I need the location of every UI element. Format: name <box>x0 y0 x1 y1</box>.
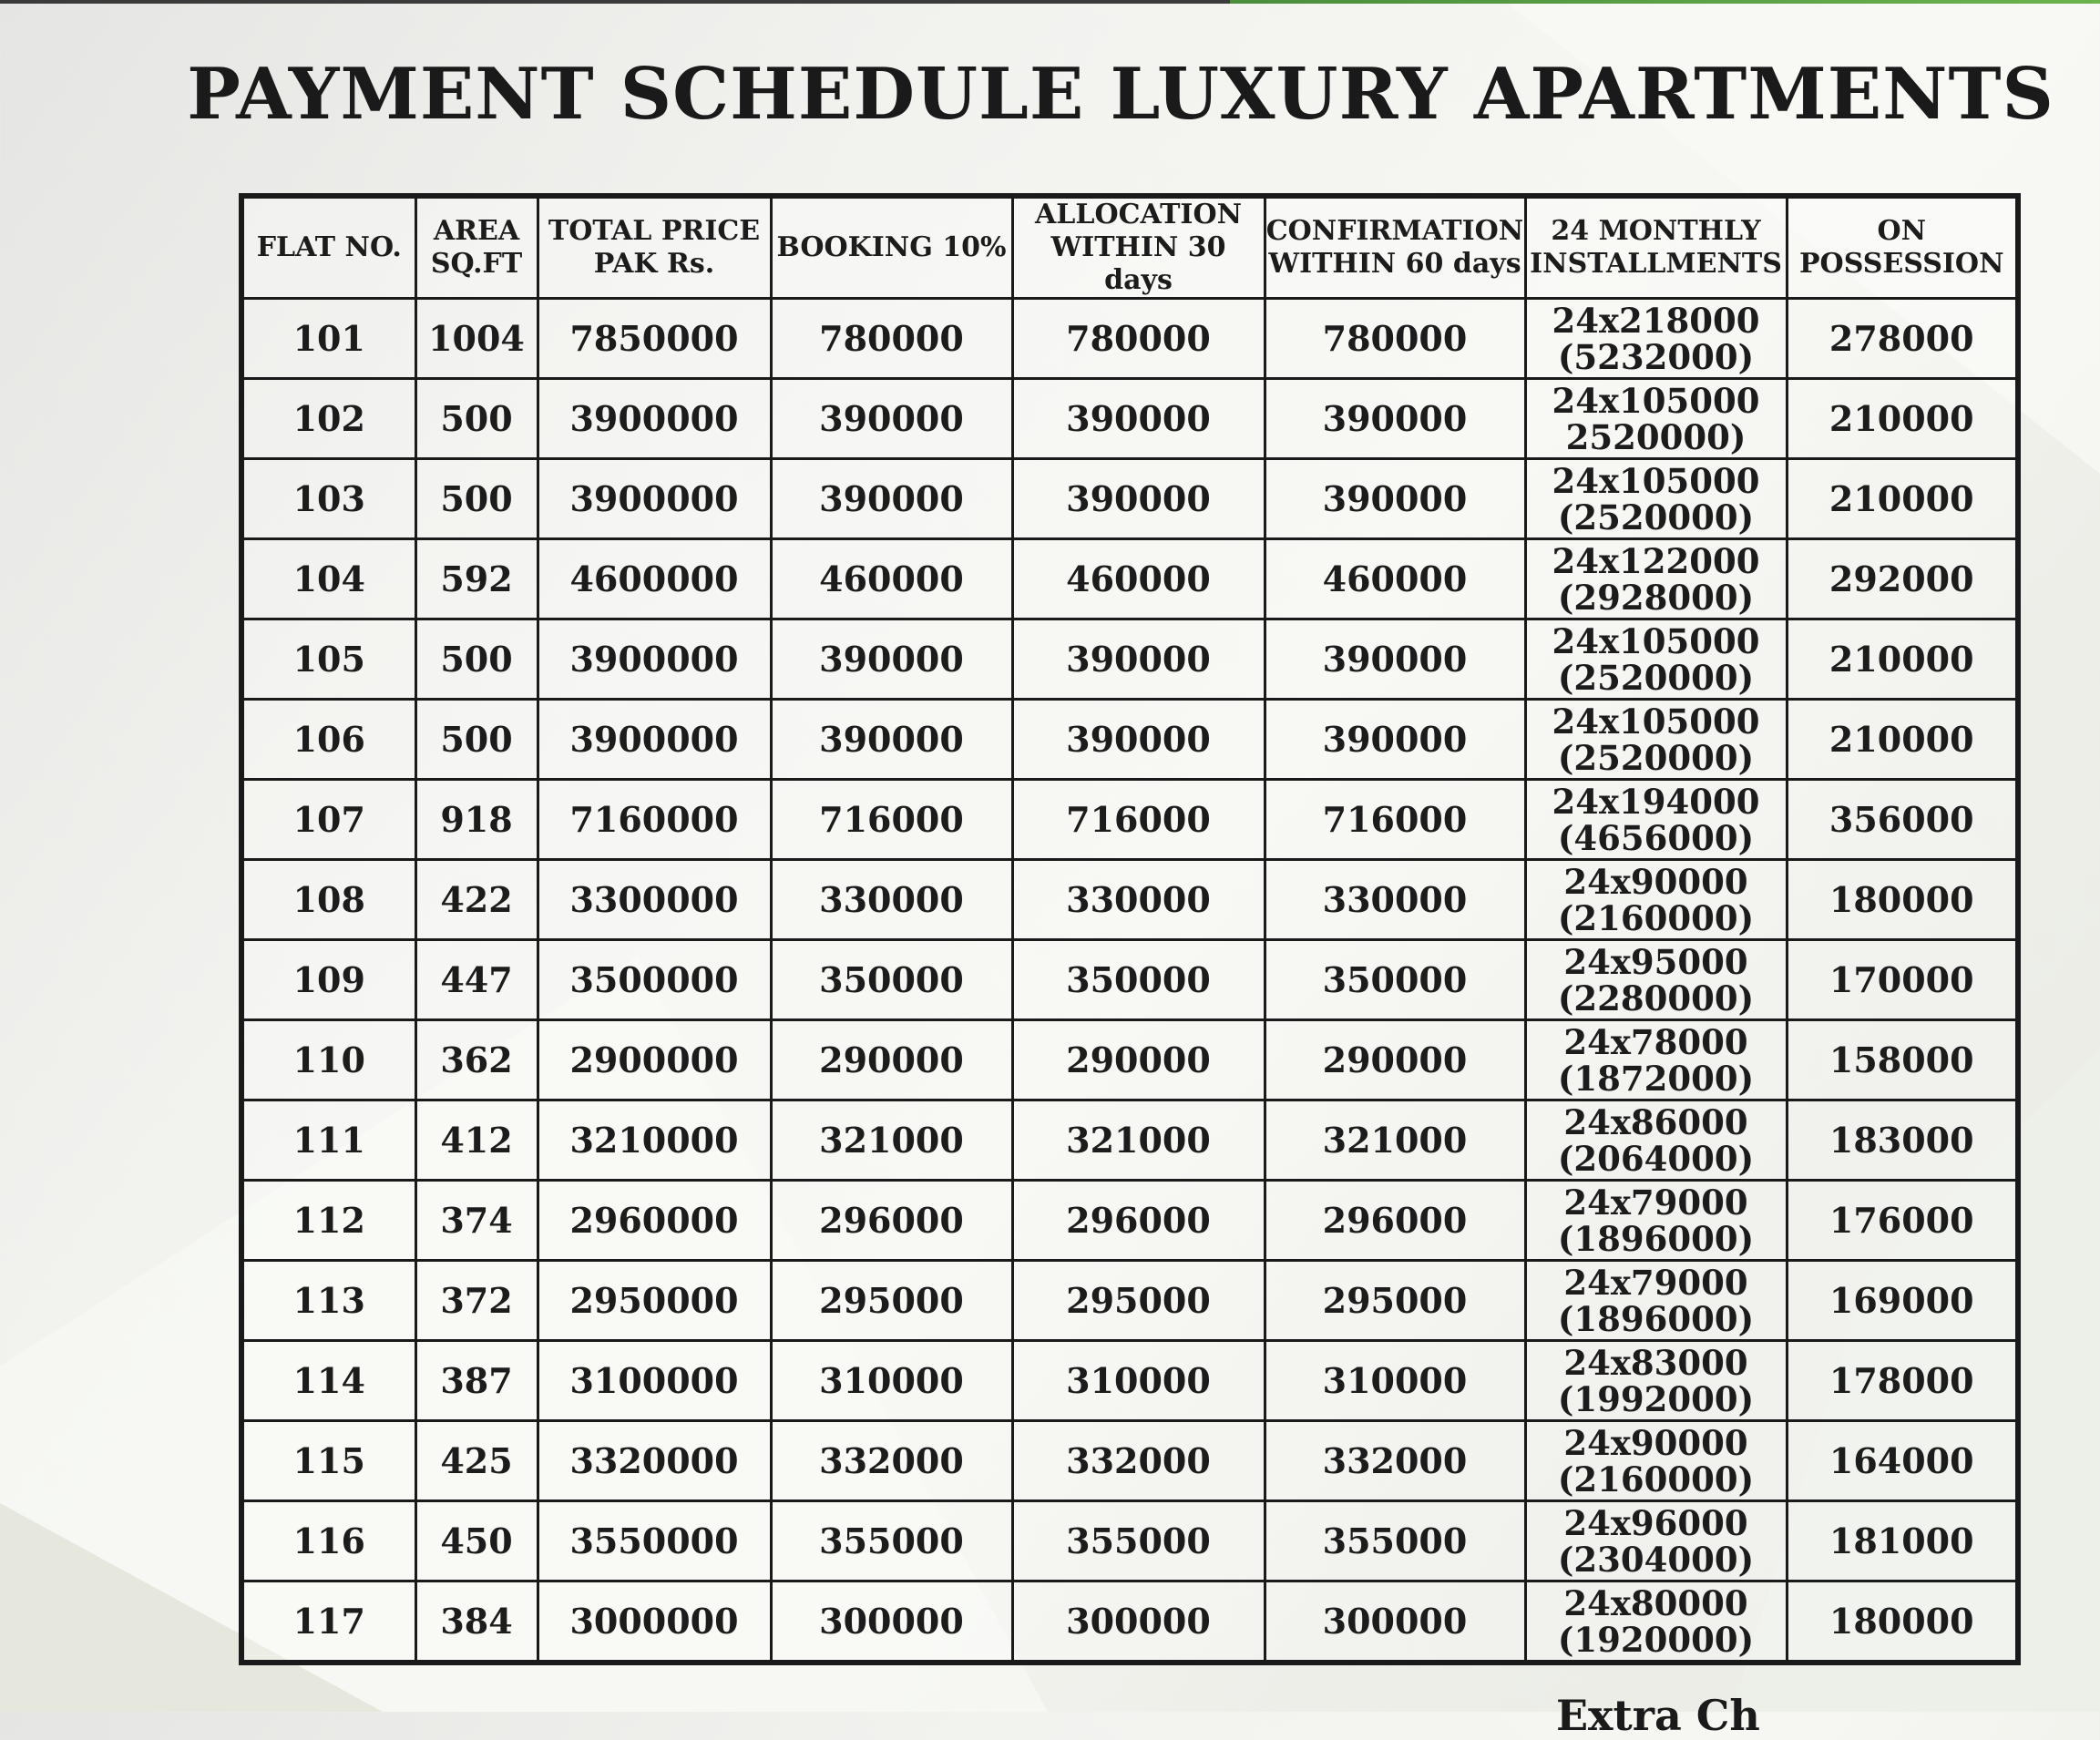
table-row <box>241 299 2018 379</box>
possession-cell: 210000 <box>1787 700 2018 780</box>
area-cell: 450 <box>415 1501 538 1581</box>
column-header-line: CONFIRMATION <box>1265 215 1524 247</box>
installment-plan: 24x80000 <box>1563 1582 1748 1623</box>
total-price-cell: 7850000 <box>538 299 771 379</box>
possession-cell: 356000 <box>1787 780 2018 860</box>
table-row <box>241 539 2018 619</box>
installment-plan: 24x122000 <box>1552 540 1760 581</box>
table-row <box>241 860 2018 940</box>
booking-cell: 290000 <box>771 1020 1012 1100</box>
confirmation-cell: 310000 <box>1265 1341 1525 1421</box>
installment-plan: 24x78000 <box>1563 1021 1748 1062</box>
installment-total: (2280000) <box>1557 977 1755 1018</box>
column-header-line: BOOKING 10% <box>776 231 1007 263</box>
installment-plan: 24x90000 <box>1563 861 1748 902</box>
confirmation-cell: 355000 <box>1265 1501 1525 1581</box>
allocation-cell: 296000 <box>1012 1181 1265 1261</box>
flat-no-cell: 102 <box>241 379 415 459</box>
installments-cell <box>1525 780 1787 860</box>
possession-cell: 169000 <box>1787 1261 2018 1341</box>
installment-total: (1992000) <box>1557 1378 1755 1419</box>
installment-plan: 24x86000 <box>1563 1101 1748 1142</box>
flat-no-cell: 104 <box>241 539 415 619</box>
installments-cell <box>1525 1020 1787 1100</box>
total-price-cell: 4600000 <box>538 539 771 619</box>
area-cell: 500 <box>415 379 538 459</box>
confirmation-cell: 390000 <box>1265 700 1525 780</box>
installments-cell <box>1525 940 1787 1020</box>
total-price-cell: 7160000 <box>538 780 771 860</box>
top-rule-accent <box>1230 0 2100 4</box>
total-price-cell: 3550000 <box>538 1501 771 1581</box>
installment-plan: 24x79000 <box>1563 1182 1748 1223</box>
area-cell: 1004 <box>415 299 538 379</box>
confirmation-cell: 296000 <box>1265 1181 1525 1261</box>
column-header <box>771 196 1012 299</box>
possession-cell: 210000 <box>1787 459 2018 539</box>
installment-total: (2064000) <box>1557 1138 1755 1179</box>
table-row <box>241 1501 2018 1581</box>
area-cell: 362 <box>415 1020 538 1100</box>
installment-total: (1896000) <box>1557 1218 1755 1259</box>
booking-cell: 355000 <box>771 1501 1012 1581</box>
area-cell: 447 <box>415 940 538 1020</box>
installment-total: (5232000) <box>1557 336 1755 377</box>
area-cell: 918 <box>415 780 538 860</box>
booking-cell: 330000 <box>771 860 1012 940</box>
installments-cell <box>1525 379 1787 459</box>
possession-cell: 292000 <box>1787 539 2018 619</box>
confirmation-cell: 321000 <box>1265 1100 1525 1181</box>
installment-total: (2928000) <box>1557 577 1755 618</box>
confirmation-cell: 295000 <box>1265 1261 1525 1341</box>
flat-no-cell: 112 <box>241 1181 415 1261</box>
table-row <box>241 940 2018 1020</box>
installments-cell <box>1525 700 1787 780</box>
allocation-cell: 390000 <box>1012 619 1265 700</box>
column-header-line: AREA <box>433 215 520 247</box>
installment-plan: 24x105000 <box>1552 620 1760 661</box>
confirmation-cell: 350000 <box>1265 940 1525 1020</box>
allocation-cell: 295000 <box>1012 1261 1265 1341</box>
total-price-cell: 3100000 <box>538 1341 771 1421</box>
area-cell: 500 <box>415 459 538 539</box>
total-price-cell: 3300000 <box>538 860 771 940</box>
confirmation-cell: 460000 <box>1265 539 1525 619</box>
confirmation-cell: 332000 <box>1265 1421 1525 1501</box>
installment-plan: 24x105000 <box>1552 701 1760 742</box>
booking-cell: 350000 <box>771 940 1012 1020</box>
page-title: PAYMENT SCHEDULE LUXURY APARTMENTS <box>187 53 2054 136</box>
table-row <box>241 1421 2018 1501</box>
allocation-cell: 390000 <box>1012 700 1265 780</box>
installments-cell <box>1525 1581 1787 1663</box>
flat-no-cell: 116 <box>241 1501 415 1581</box>
flat-no-cell: 114 <box>241 1341 415 1421</box>
column-header-line: ON <box>1877 215 1927 247</box>
installments-cell <box>1525 860 1787 940</box>
confirmation-cell: 390000 <box>1265 619 1525 700</box>
total-price-cell: 2900000 <box>538 1020 771 1100</box>
booking-cell: 332000 <box>771 1421 1012 1501</box>
allocation-cell: 390000 <box>1012 459 1265 539</box>
possession-cell: 210000 <box>1787 379 2018 459</box>
allocation-cell: 460000 <box>1012 539 1265 619</box>
installments-cell <box>1525 1100 1787 1181</box>
flat-no-cell: 110 <box>241 1020 415 1100</box>
allocation-cell: 355000 <box>1012 1501 1265 1581</box>
column-header <box>241 196 415 299</box>
table-row <box>241 1100 2018 1181</box>
possession-cell: 178000 <box>1787 1341 2018 1421</box>
installment-plan: 24x105000 <box>1552 380 1760 421</box>
possession-cell: 180000 <box>1787 860 2018 940</box>
column-header-line: SQ.FT <box>430 248 523 280</box>
installment-plan: 24x218000 <box>1552 300 1760 341</box>
flat-no-cell: 115 <box>241 1421 415 1501</box>
total-price-cell: 3000000 <box>538 1581 771 1663</box>
column-header <box>1012 196 1265 299</box>
booking-cell: 390000 <box>771 619 1012 700</box>
confirmation-cell: 390000 <box>1265 379 1525 459</box>
total-price-cell: 3900000 <box>538 619 771 700</box>
column-header <box>1525 196 1787 299</box>
footer-partial-text: Extra Ch <box>1556 1691 1760 1740</box>
confirmation-cell: 716000 <box>1265 780 1525 860</box>
column-header-line: TOTAL PRICE <box>548 215 761 247</box>
area-cell: 387 <box>415 1341 538 1421</box>
installment-plan: 24x105000 <box>1552 460 1760 501</box>
table-row <box>241 619 2018 700</box>
table-row <box>241 459 2018 539</box>
installments-cell <box>1525 1261 1787 1341</box>
table-header <box>241 196 2018 299</box>
installments-cell <box>1525 1501 1787 1581</box>
possession-cell: 170000 <box>1787 940 2018 1020</box>
flat-no-cell: 111 <box>241 1100 415 1181</box>
confirmation-cell: 300000 <box>1265 1581 1525 1663</box>
installments-cell <box>1525 459 1787 539</box>
flat-no-cell: 106 <box>241 700 415 780</box>
column-header-line: WITHIN 30 days <box>1050 231 1226 296</box>
possession-cell: 158000 <box>1787 1020 2018 1100</box>
installment-plan: 24x96000 <box>1563 1502 1748 1543</box>
area-cell: 374 <box>415 1181 538 1261</box>
booking-cell: 321000 <box>771 1100 1012 1181</box>
flat-no-cell: 117 <box>241 1581 415 1663</box>
installment-total: (2160000) <box>1557 1459 1755 1499</box>
installment-total: (4656000) <box>1557 817 1755 858</box>
flat-no-cell: 107 <box>241 780 415 860</box>
allocation-cell: 350000 <box>1012 940 1265 1020</box>
table-row <box>241 1581 2018 1663</box>
confirmation-cell: 780000 <box>1265 299 1525 379</box>
booking-cell: 296000 <box>771 1181 1012 1261</box>
installments-cell <box>1525 619 1787 700</box>
installment-total: (1896000) <box>1557 1298 1755 1339</box>
installment-plan: 24x83000 <box>1563 1342 1748 1383</box>
installments-cell <box>1525 1181 1787 1261</box>
area-cell: 384 <box>415 1581 538 1663</box>
confirmation-cell: 330000 <box>1265 860 1525 940</box>
total-price-cell: 3900000 <box>538 459 771 539</box>
possession-cell: 176000 <box>1787 1181 2018 1261</box>
flat-no-cell: 101 <box>241 299 415 379</box>
table-row <box>241 379 2018 459</box>
allocation-cell: 390000 <box>1012 379 1265 459</box>
installment-plan: 24x95000 <box>1563 941 1748 982</box>
column-header <box>415 196 538 299</box>
installment-plan: 24x79000 <box>1563 1262 1748 1303</box>
column-header-line: ALLOCATION <box>1034 199 1243 230</box>
installments-cell <box>1525 1421 1787 1501</box>
allocation-cell: 780000 <box>1012 299 1265 379</box>
installment-plan: 24x90000 <box>1563 1422 1748 1463</box>
flat-no-cell: 108 <box>241 860 415 940</box>
possession-cell: 180000 <box>1787 1581 2018 1663</box>
total-price-cell: 3500000 <box>538 940 771 1020</box>
column-header-line: PAK Rs. <box>593 248 715 280</box>
installment-total: (1872000) <box>1557 1058 1755 1099</box>
booking-cell: 310000 <box>771 1341 1012 1421</box>
total-price-cell: 3900000 <box>538 379 771 459</box>
table-row <box>241 1341 2018 1421</box>
allocation-cell: 300000 <box>1012 1581 1265 1663</box>
installment-total: (2520000) <box>1557 657 1755 698</box>
allocation-cell: 716000 <box>1012 780 1265 860</box>
table-row <box>241 1261 2018 1341</box>
total-price-cell: 3210000 <box>538 1100 771 1181</box>
possession-cell: 183000 <box>1787 1100 2018 1181</box>
column-header-line: FLAT NO. <box>256 231 402 263</box>
area-cell: 412 <box>415 1100 538 1181</box>
installment-total: (2304000) <box>1557 1539 1755 1580</box>
flat-no-cell: 105 <box>241 619 415 700</box>
installment-total: (2520000) <box>1557 737 1755 778</box>
possession-cell: 278000 <box>1787 299 2018 379</box>
allocation-cell: 290000 <box>1012 1020 1265 1100</box>
payment-schedule-table <box>239 193 2021 1665</box>
table-row <box>241 1181 2018 1261</box>
area-cell: 592 <box>415 539 538 619</box>
possession-cell: 210000 <box>1787 619 2018 700</box>
area-cell: 500 <box>415 619 538 700</box>
installments-cell <box>1525 1341 1787 1421</box>
booking-cell: 390000 <box>771 700 1012 780</box>
area-cell: 422 <box>415 860 538 940</box>
column-header-line: INSTALLMENTS <box>1530 248 1782 280</box>
area-cell: 425 <box>415 1421 538 1501</box>
allocation-cell: 330000 <box>1012 860 1265 940</box>
booking-cell: 300000 <box>771 1581 1012 1663</box>
booking-cell: 460000 <box>771 539 1012 619</box>
installment-total: (2520000) <box>1557 496 1755 537</box>
table-row <box>241 700 2018 780</box>
column-header-line: 24 MONTHLY <box>1551 215 1761 247</box>
booking-cell: 716000 <box>771 780 1012 860</box>
flat-no-cell: 103 <box>241 459 415 539</box>
total-price-cell: 3320000 <box>538 1421 771 1501</box>
booking-cell: 390000 <box>771 379 1012 459</box>
booking-cell: 780000 <box>771 299 1012 379</box>
total-price-cell: 2960000 <box>538 1181 771 1261</box>
column-header-line: WITHIN 60 days <box>1268 248 1521 280</box>
header-row <box>241 196 2018 299</box>
table-body <box>241 299 2018 1663</box>
column-header <box>1265 196 1525 299</box>
allocation-cell: 310000 <box>1012 1341 1265 1421</box>
installments-cell <box>1525 299 1787 379</box>
booking-cell: 295000 <box>771 1261 1012 1341</box>
table-row <box>241 780 2018 860</box>
installments-cell <box>1525 539 1787 619</box>
installment-total: (1920000) <box>1557 1619 1755 1660</box>
allocation-cell: 332000 <box>1012 1421 1265 1501</box>
column-header <box>538 196 771 299</box>
column-header-line: POSSESSION <box>1799 248 2004 280</box>
possession-cell: 181000 <box>1787 1501 2018 1581</box>
flat-no-cell: 109 <box>241 940 415 1020</box>
confirmation-cell: 290000 <box>1265 1020 1525 1100</box>
total-price-cell: 2950000 <box>538 1261 771 1341</box>
installment-plan: 24x194000 <box>1552 781 1760 822</box>
confirmation-cell: 390000 <box>1265 459 1525 539</box>
total-price-cell: 3900000 <box>538 700 771 780</box>
area-cell: 372 <box>415 1261 538 1341</box>
flat-no-cell: 113 <box>241 1261 415 1341</box>
installment-total: 2520000) <box>1565 416 1747 457</box>
booking-cell: 390000 <box>771 459 1012 539</box>
column-header <box>1787 196 2018 299</box>
area-cell: 500 <box>415 700 538 780</box>
possession-cell: 164000 <box>1787 1421 2018 1501</box>
table-row <box>241 1020 2018 1100</box>
installment-total: (2160000) <box>1557 897 1755 938</box>
allocation-cell: 321000 <box>1012 1100 1265 1181</box>
